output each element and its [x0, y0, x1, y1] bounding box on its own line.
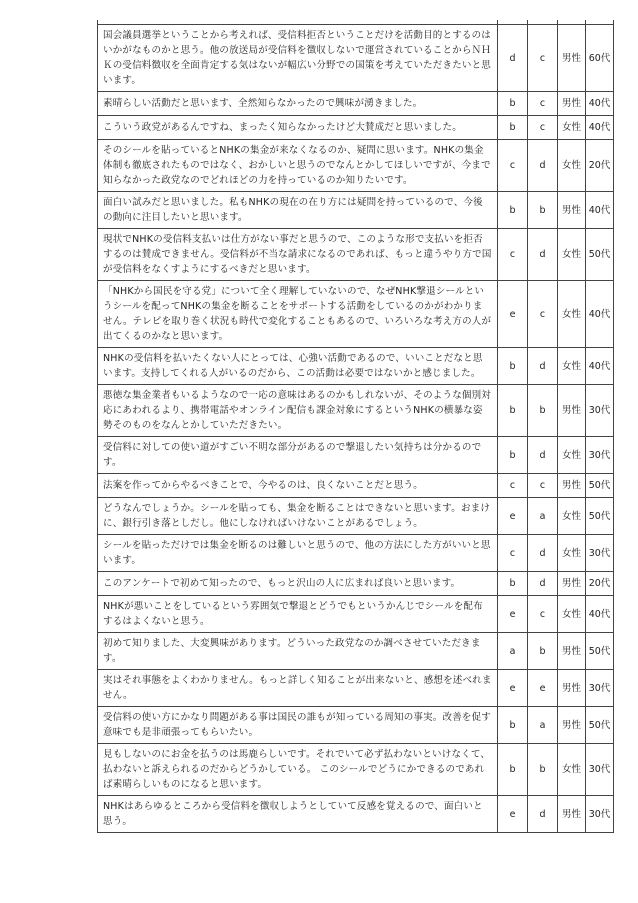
age-cell: 40代 — [586, 192, 614, 229]
response-code-1-cell: e — [498, 670, 528, 707]
age-cell: 40代 — [586, 348, 614, 385]
comment-cell: 現状でNHKの受信料支払いは仕方がない事だと思うので、このような形で支払いを拒否するのは賛成できません。受信料が不当な請求になるのであれば、もっと違うやり方で国が受信料をなくすようにするべきだと思います。 — [98, 229, 498, 281]
gender-cell: 女性 — [558, 229, 586, 281]
response-code-1-cell: a — [498, 633, 528, 670]
response-code-2-cell: c — [528, 596, 558, 633]
table-row — [98, 596, 614, 633]
comment-cell: このアンケートで初めて知ったので、もっと沢山の人に広まれば良いと思います。 — [98, 572, 498, 596]
gender-cell: 女性 — [558, 281, 586, 348]
table-row — [98, 744, 614, 796]
table-row — [98, 633, 614, 670]
comment-cell: 面白い試みだと思いました。私もNHKの現在の在り方には疑問を持っているので、今後の動向に注目したいと思います。 — [98, 192, 498, 229]
response-code-2-cell: d — [528, 535, 558, 572]
comment-cell: NHKの受信料を払いたくない人にとっては、心強い活動であるので、いいことだなと思います。支持してくれる人がいるのだから、この活動は必要ではないかと感じました。 — [98, 348, 498, 385]
table-row — [98, 140, 614, 192]
response-code-2-cell: a — [528, 707, 558, 744]
table-row — [98, 192, 614, 229]
age-cell: 50代 — [586, 498, 614, 535]
comment-cell: NHKが悪いことをしているという雰囲気で撃退とどうでもというかんじでシールを配布するはよくないと思う。 — [98, 596, 498, 633]
gender-cell: 男性 — [558, 572, 586, 596]
table-row — [98, 229, 614, 281]
comment-cell: 悪徳な集金業者もいるようなので一応の意味はあるのかもしれないが、そのような個別対応にあわれるより、携帯電話やオンライン配信も課金対象にするというNHKの横暴な姿勢そのものをなんとかしていただきたい。 — [98, 385, 498, 437]
response-code-2-cell: c — [528, 474, 558, 498]
comment-cell: どうなんでしょうか。シールを貼っても、集金を断ることはできないと思います。おまけに、銀行引き落としだし。他にしなければいけないことがあるでしょう。 — [98, 498, 498, 535]
age-cell: 40代 — [586, 596, 614, 633]
age-cell: 40代 — [586, 116, 614, 140]
age-cell: 50代 — [586, 707, 614, 744]
gender-cell: 男性 — [558, 25, 586, 92]
gender-cell: 女性 — [558, 498, 586, 535]
age-cell: 30代 — [586, 385, 614, 437]
table-row — [98, 116, 614, 140]
response-code-2-cell: c — [528, 25, 558, 92]
table-row — [98, 25, 614, 92]
response-code-2-cell: c — [528, 116, 558, 140]
age-cell: 40代 — [586, 281, 614, 348]
survey-table-body — [98, 20, 614, 833]
response-code-1-cell: e — [498, 281, 528, 348]
response-code-2-cell: d — [528, 140, 558, 192]
comment-cell: 見もしないのにお金を払うのは馬鹿らしいです。それでいて必ず払わないといけなくて、払わないと訴えられるのだからどうかしている。 このシールでどうにかできるのであれば素晴らしいものになると思います。 — [98, 744, 498, 796]
comment-cell: 国会議員選挙ということから考えれば、受信料拒否ということだけを活動目的とするのはいかがなものかと思う。他の放送局が受信料を徴収しないで運営されていることからＮＨＫの受信料徴収を全面肯定する気はないが幅広い分野での国策を考えていただきたいと思います。 — [98, 25, 498, 92]
response-code-1-cell: e — [498, 498, 528, 535]
response-code-1-cell: b — [498, 572, 528, 596]
gender-cell: 男性 — [558, 192, 586, 229]
table-row — [98, 670, 614, 707]
gender-cell: 男性 — [558, 670, 586, 707]
age-cell: 30代 — [586, 744, 614, 796]
comment-cell: 「NHKから国民を守る党」について全く理解していないので、なぜNHK撃退シールというシールを配ってNHKの集金を断ることをサポートする活動をしているのかがわかりません。テレビを取り巻く状況も時代で変化することもあるので、いろいろな考え方の人が出てくるのかなと思います。 — [98, 281, 498, 348]
response-code-1-cell: b — [498, 385, 528, 437]
gender-cell: 男性 — [558, 796, 586, 833]
comment-cell: NHKはあらゆるところから受信料を徴収しようとしていて反感を覚えるので、面白いと思う。 — [98, 796, 498, 833]
comment-cell: シールを貼っただけでは集金を断るのは難しいと思うので、他の方法にした方がいいと思います。 — [98, 535, 498, 572]
response-code-1-cell: e — [498, 796, 528, 833]
comment-cell: 受信料の使い方にかなり問題がある事は国民の誰もが知っている周知の事実。改善を促す意味でも是非頑張ってもらいたい。 — [98, 707, 498, 744]
age-cell: 30代 — [586, 670, 614, 707]
response-code-2-cell: c — [528, 92, 558, 116]
response-code-1-cell: b — [498, 192, 528, 229]
table-row — [98, 348, 614, 385]
response-code-2-cell: b — [528, 633, 558, 670]
table-row — [98, 535, 614, 572]
response-code-1-cell: b — [498, 92, 528, 116]
response-code-2-cell: e — [528, 670, 558, 707]
response-code-2-cell: d — [528, 348, 558, 385]
gender-cell: 男性 — [558, 474, 586, 498]
table-row — [98, 796, 614, 833]
age-cell: 20代 — [586, 572, 614, 596]
response-code-1-cell: c — [498, 535, 528, 572]
gender-cell: 女性 — [558, 116, 586, 140]
gender-cell: 女性 — [558, 596, 586, 633]
table-row — [98, 92, 614, 116]
comment-cell: こういう政党があるんですね、まったく知らなかったけど大賛成だと思いました。 — [98, 116, 498, 140]
response-code-2-cell: d — [528, 229, 558, 281]
gender-cell: 女性 — [558, 348, 586, 385]
age-cell: 30代 — [586, 437, 614, 474]
age-cell: 60代 — [586, 25, 614, 92]
response-code-2-cell: d — [528, 796, 558, 833]
table-row — [98, 385, 614, 437]
age-cell: 30代 — [586, 796, 614, 833]
response-code-2-cell: b — [528, 192, 558, 229]
response-code-1-cell: b — [498, 348, 528, 385]
response-code-2-cell: d — [528, 437, 558, 474]
age-cell: 50代 — [586, 474, 614, 498]
response-code-1-cell: b — [498, 116, 528, 140]
response-code-1-cell: c — [498, 474, 528, 498]
response-code-2-cell: b — [528, 744, 558, 796]
gender-cell: 女性 — [558, 535, 586, 572]
response-code-1-cell: c — [498, 229, 528, 281]
comment-cell: 法案を作ってからやるべきことで、今やるのは、良くないことだと思う。 — [98, 474, 498, 498]
gender-cell: 男性 — [558, 92, 586, 116]
table-row — [98, 281, 614, 348]
comment-cell: 初めて知りました、大変興味があります。どういった政党なのか調べさせていただきます。 — [98, 633, 498, 670]
response-code-2-cell: a — [528, 498, 558, 535]
table-row — [98, 474, 614, 498]
gender-cell: 男性 — [558, 707, 586, 744]
response-code-1-cell: e — [498, 596, 528, 633]
response-code-2-cell: b — [528, 385, 558, 437]
response-code-2-cell: d — [528, 572, 558, 596]
response-code-1-cell: b — [498, 707, 528, 744]
age-cell: 50代 — [586, 229, 614, 281]
comment-cell: 実はそれ事態をよくわかりません。もっと詳しく知ることが出来ないと、感想を述べれません。 — [98, 670, 498, 707]
survey-table — [97, 20, 614, 833]
age-cell: 50代 — [586, 633, 614, 670]
response-code-1-cell: d — [498, 25, 528, 92]
gender-cell: 男性 — [558, 385, 586, 437]
response-code-1-cell: c — [498, 140, 528, 192]
comment-cell: 受信料に対しての使い道がすごい不明な部分があるので撃退したい気持ちは分かるのです。 — [98, 437, 498, 474]
gender-cell: 男性 — [558, 633, 586, 670]
table-row — [98, 498, 614, 535]
comment-cell: そのシールを貼っているとNHKの集金が来なくなるのか、疑問に思います。NHKの集金体制も徹底されたものではなく、おかしいと思うのでなんとかしてほしいですが、今まで知らなかった政党なのでどれほどの力を持っているのか知りたいです。 — [98, 140, 498, 192]
response-code-2-cell: c — [528, 281, 558, 348]
comment-cell: 素晴らしい活動だと思います、全然知らなかったので興味が湧きました。 — [98, 92, 498, 116]
table-row — [98, 437, 614, 474]
gender-cell: 女性 — [558, 744, 586, 796]
table-row — [98, 572, 614, 596]
age-cell: 40代 — [586, 92, 614, 116]
response-code-1-cell: b — [498, 437, 528, 474]
age-cell: 30代 — [586, 535, 614, 572]
response-code-1-cell: b — [498, 744, 528, 796]
table-row — [98, 707, 614, 744]
age-cell: 20代 — [586, 140, 614, 192]
gender-cell: 女性 — [558, 140, 586, 192]
gender-cell: 女性 — [558, 437, 586, 474]
